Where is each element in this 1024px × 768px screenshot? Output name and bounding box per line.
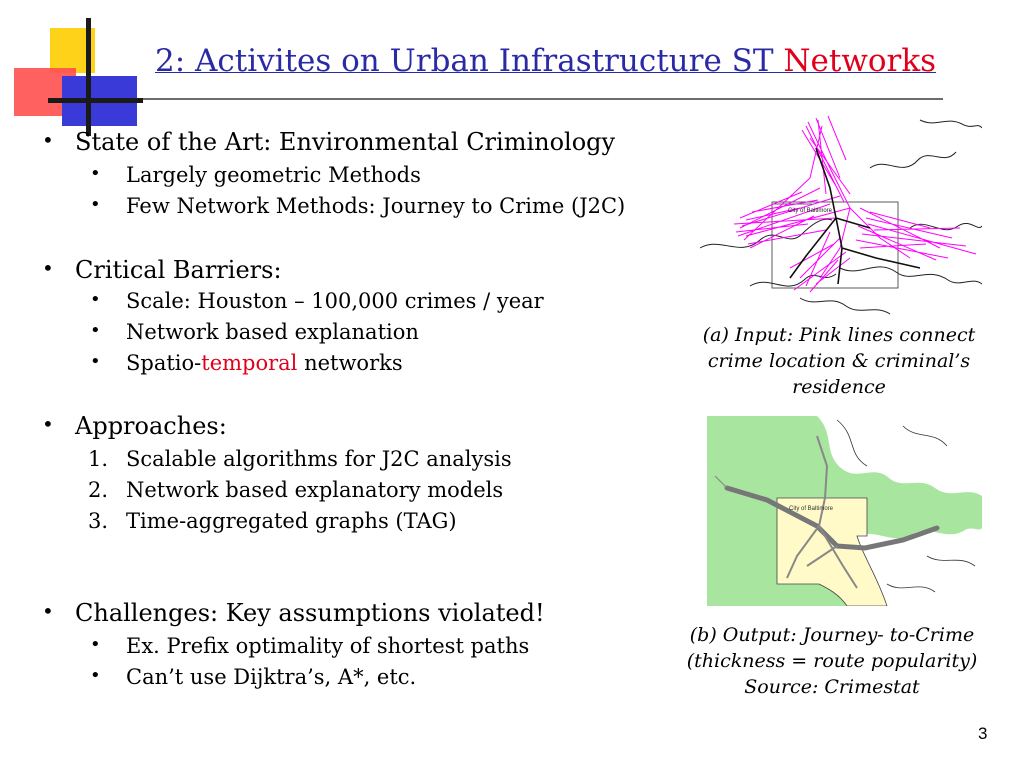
item-number: 3. (88, 509, 109, 533)
title-text: 2: Activites on Urban Infrastructure ST (155, 43, 784, 79)
sub-bullet-text-red: temporal (201, 351, 298, 375)
caption-line: (b) Output: Journey- to-Crime (689, 624, 975, 646)
bullet-text: Approaches: (75, 412, 227, 440)
sub-bullet (90, 289, 544, 313)
sub-bullet (90, 351, 403, 375)
caption-line: crime location & criminal’s (707, 350, 971, 372)
bullet-marker: • (42, 128, 54, 152)
bullet-critical-barriers (42, 256, 282, 284)
bullet-marker: • (90, 163, 101, 184)
city-label: City of Baltimore (788, 208, 833, 214)
numbered-item (88, 509, 457, 533)
item-number: 1. (88, 447, 109, 471)
numbered-item (88, 478, 504, 502)
sub-bullet (90, 634, 530, 658)
sub-bullet-text: Can’t use Dijktra’s, A*, etc. (126, 665, 417, 689)
numbered-item (88, 447, 512, 471)
caption-line: (a) Input: Pink lines connect (702, 324, 976, 346)
sub-bullet (90, 320, 419, 344)
sub-bullet-text: Few Network Methods: Journey to Crime (J2C) (126, 194, 626, 218)
sub-bullet-text: Ex. Prefix optimality of shortest paths (126, 634, 530, 658)
input-map-figure (690, 108, 982, 320)
sub-bullet-text: Largely geometric Methods (126, 163, 421, 187)
bullet-challenges (42, 599, 545, 627)
bullet-marker: • (42, 256, 54, 280)
item-number: 2. (88, 478, 109, 502)
title-underline-rule (143, 98, 943, 100)
bullet-approaches (42, 412, 227, 440)
sub-bullet-text: Network based explanation (126, 320, 419, 344)
output-map-caption (664, 622, 1000, 700)
sub-bullet (90, 194, 626, 218)
sub-bullet-text: Scale: Houston – 100,000 crimes / year (126, 289, 544, 313)
bullet-marker: • (90, 351, 101, 372)
bullet-state-of-art (42, 128, 616, 156)
page-number: 3 (978, 724, 988, 743)
bullet-marker: • (90, 665, 101, 686)
bullet-text: Critical Barriers: (75, 256, 282, 284)
sub-bullet (90, 665, 417, 689)
numbered-item-text: Network based explanatory models (126, 478, 504, 502)
city-label: City of Baltimore (789, 506, 834, 512)
caption-line: residence (792, 376, 886, 398)
numbered-item-text: Time-aggregated graphs (TAG) (126, 509, 457, 533)
bullet-text: State of the Art: Environmental Criminology (75, 128, 616, 156)
bullet-marker: • (90, 634, 101, 655)
bullet-marker: • (42, 599, 54, 623)
slide-title (155, 43, 936, 79)
caption-line: Source: Crimestat (744, 676, 920, 698)
bullet-marker: • (90, 289, 101, 310)
bullet-marker: • (90, 194, 101, 215)
title-red-word: Networks (783, 43, 937, 79)
caption-line: (thickness = route popularity) (686, 650, 978, 672)
sub-bullet-text-prefix: Spatio- (126, 351, 202, 375)
bullet-marker: • (90, 320, 101, 341)
bullet-text: Challenges: Key assumptions violated! (75, 599, 545, 627)
numbered-item-text: Scalable algorithms for J2C analysis (126, 447, 512, 471)
output-map-figure (707, 416, 982, 606)
bullet-marker: • (42, 412, 54, 436)
sub-bullet (90, 163, 421, 187)
input-map-caption (684, 322, 994, 400)
sub-bullet-text-suffix: networks (297, 351, 403, 375)
